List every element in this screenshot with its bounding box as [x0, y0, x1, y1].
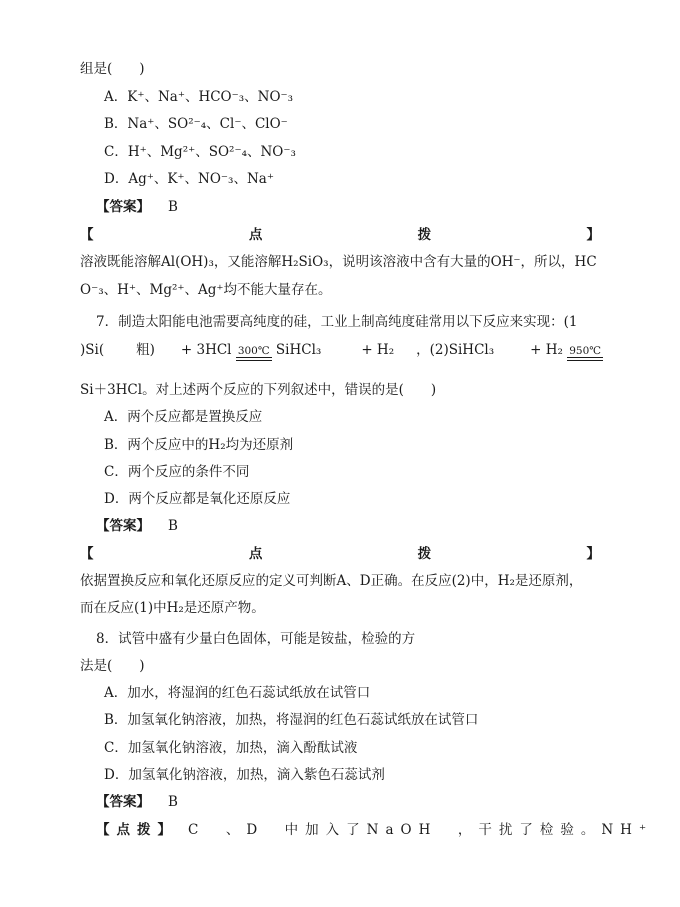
q6-hint-heading — [80, 226, 600, 244]
q7-equation-line — [80, 341, 603, 361]
q7-option-b: B．两个反应中的H₂均为还原剂 — [104, 437, 294, 453]
q8-hint-label: 【点拨】 — [96, 822, 178, 838]
q6-option-c: C．H⁺、Mg²⁺、SO²⁻₄、NO⁻₃ — [104, 144, 296, 160]
q7-eq-part4: SiHCl₃ — [275, 342, 322, 358]
q6-hint-open: 【 — [80, 227, 94, 243]
q7-eq-part3: + 3HCl — [180, 342, 232, 358]
q7-equals-sign-1 — [236, 357, 272, 361]
q8-answer-label: 【答案】 — [96, 794, 150, 810]
q7-hint-heading — [80, 545, 600, 563]
q8-option-c: C．加氢氧化钠溶液，加热，滴入酚酞试液 — [104, 740, 358, 756]
q7-stem-line1: 7．制造太阳能电池需要高纯度的硅，工业上制高纯度硅常用以下反应来实现：(1 — [96, 314, 578, 330]
q7-equals-sign-2 — [567, 357, 603, 361]
q6-hint-line1: 溶液既能溶解Al(OH)₃，又能溶解H₂SiO₃，说明该溶液中含有大量的OH⁻，所以，HC — [80, 254, 597, 270]
q7-answer — [96, 517, 178, 535]
q8-answer-value: B — [168, 794, 178, 810]
q8-hint — [96, 821, 653, 839]
q7-hint-close: 】 — [586, 546, 600, 562]
q6-answer-label: 【答案】 — [96, 199, 150, 215]
q7-answer-value: B — [168, 518, 178, 534]
q7-stem-line3: Si＋3HCl。对上述两个反应的下列叙述中，错误的是( ) — [80, 382, 437, 398]
q6-stem-tail: 组是( ) — [80, 61, 145, 77]
q7-condition-2: 950℃ — [569, 345, 602, 357]
q6-hint-line2: O⁻₃、H⁺、Mg²⁺、Ag⁺均不能大量存在。 — [80, 282, 332, 298]
q6-answer — [96, 198, 178, 216]
q7-option-a: A．两个反应都是置换反应 — [104, 409, 263, 425]
q6-hint-close: 】 — [586, 227, 600, 243]
q8-hint-text: C 、D 中加入了NaOH ，干扰了检验。NH⁺ — [188, 822, 654, 838]
q7-eq-part7: + H₂ — [530, 342, 563, 358]
q7-condition-1: 300℃ — [237, 345, 270, 357]
q8-answer — [96, 793, 178, 811]
q8-option-d: D．加氢氧化钠溶液，加热，滴入紫色石蕊试剂 — [104, 767, 385, 783]
q6-option-a: A．K⁺、Na⁺、HCO⁻₃、NO⁻₃ — [104, 89, 294, 105]
q7-answer-label: 【答案】 — [96, 518, 150, 534]
q6-option-d: D．Ag⁺、K⁺、NO⁻₃、Na⁺ — [104, 171, 274, 187]
q7-eq-part2: 粗) — [136, 342, 155, 358]
q7-hint-line2: 而在反应(1)中H₂是还原产物。 — [80, 600, 265, 616]
q8-stem-line1: 8．试管中盛有少量白色固体，可能是铵盐，检验的方 — [96, 631, 416, 647]
q7-hint-char1: 点 — [248, 546, 263, 562]
q6-answer-value: B — [168, 199, 178, 215]
q8-option-b: B．加氢氧化钠溶液，加热，将湿润的红色石蕊试纸放在试管口 — [104, 712, 479, 728]
q7-hint-char2: 拨 — [417, 546, 432, 562]
q7-eq-part1: )Si( — [80, 342, 105, 358]
q7-hint-line1: 依据置换反应和氧化还原反应的定义可判断A、D正确。在反应(2)中，H₂是还原剂， — [80, 573, 583, 589]
q8-stem-line2: 法是( ) — [80, 658, 145, 674]
q6-hint-char1: 点 — [248, 227, 263, 243]
q7-eq-part6: ，(2)SiHCl₃ — [416, 342, 495, 358]
q7-condition-arrow-2 — [567, 346, 603, 361]
q6-hint-char2: 拨 — [417, 227, 432, 243]
q7-option-c: C．两个反应的条件不同 — [104, 464, 250, 480]
q6-option-b: B．Na⁺、SO²⁻₄、Cl⁻、ClO⁻ — [104, 116, 288, 132]
q7-condition-arrow-1 — [236, 346, 272, 361]
q7-eq-part5: + H₂ — [361, 342, 395, 358]
q7-option-d: D．两个反应都是氧化还原反应 — [104, 491, 291, 507]
q8-option-a: A．加水，将湿润的红色石蕊试纸放在试管口 — [104, 685, 371, 701]
q7-hint-open: 【 — [80, 546, 94, 562]
